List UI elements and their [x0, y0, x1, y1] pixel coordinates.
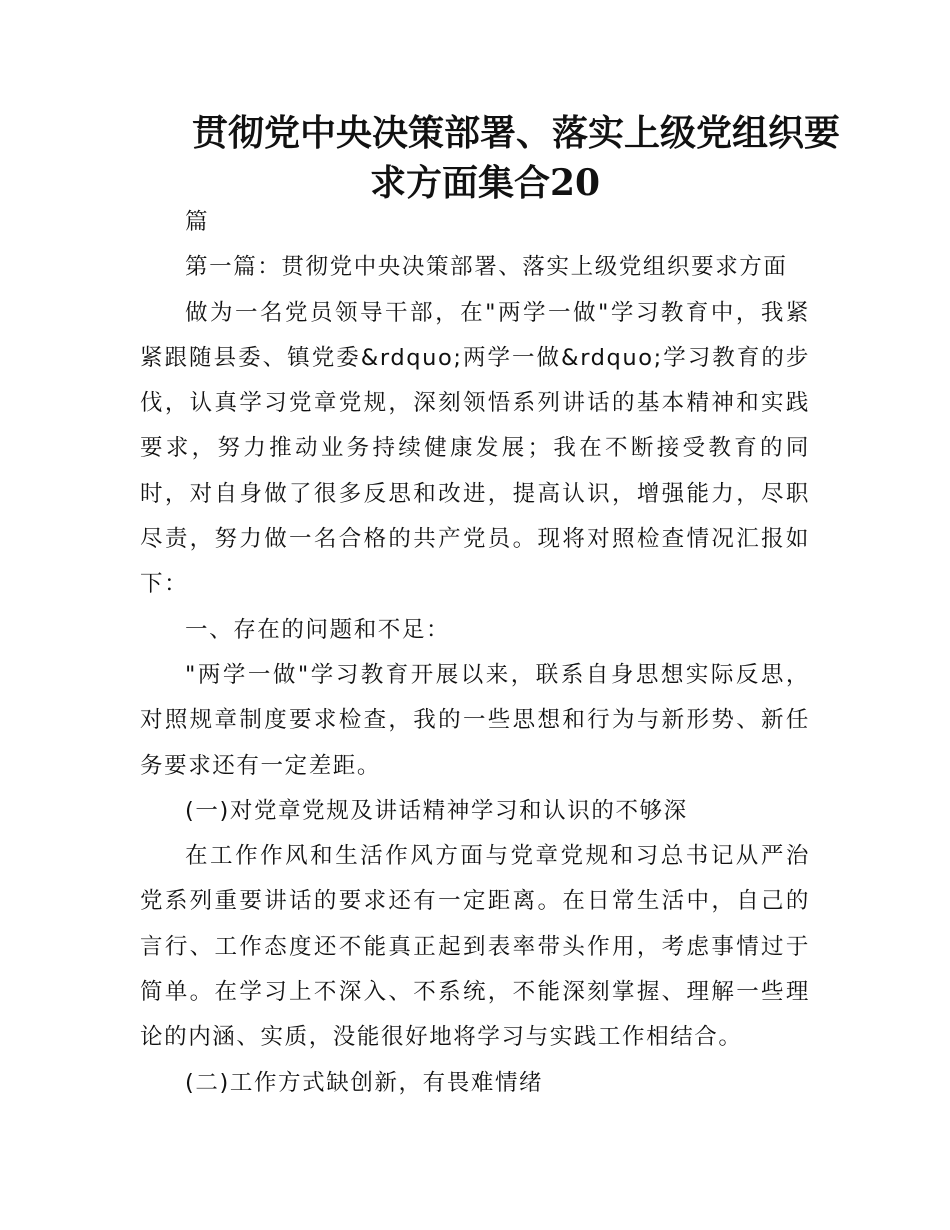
paragraph: 篇 — [185, 209, 210, 235]
paragraph: 在工作作风和生活作风方面与党章党规和习总书记从严治党系列重要讲话的要求还有一定距离。在日常生活中，自己的言行、工作态度还不能真正起到表率带头作用，考虑事情过于简单。在学习上不深入、不系统，不能深刻掌握、理解一些理论的内涵、实质，没能很好地将学习与实践工作相结合。 — [140, 843, 810, 1051]
paragraph: 一、存在的问题和不足： — [185, 616, 451, 643]
document-body — [140, 200, 810, 1106]
document-title — [140, 108, 841, 208]
paragraph: (一)对党章党规及讲话精神学习和认识的不够深 — [185, 797, 688, 824]
paragraph: (二)工作方式缺创新，有畏难情绪 — [185, 1069, 544, 1096]
title-line-1: 贯彻党中央决策部署、落实上级党组织要 — [192, 112, 841, 154]
paragraph: "两学一做"学习教育开展以来，联系自身思想实际反思，对照规章制度要求检查，我的一些思想和行为与新形势、新任务要求还有一定差距。 — [140, 661, 810, 779]
paragraph: 第一篇：贯彻党中央决策部署、落实上级党组织要求方面 — [185, 254, 788, 281]
title-line-2: 求方面集合20 — [369, 162, 601, 204]
paragraph: 做为一名党员领导干部，在"两学一做"学习教育中，我紧紧跟随县委、镇党委&rdquo;两学一做&rdquo;学习教育的步伐，认真学习党章党规，深刻领悟系列讲话的基本精神和实践要求，努力推动业务持续健康发展；我在不断接受教育的同时，对自身做了很多反思和改进，提高认识，增强能力，尽职尽责，努力做一名合格的共产党员。现将对照检查情况汇报如下： — [140, 299, 810, 598]
